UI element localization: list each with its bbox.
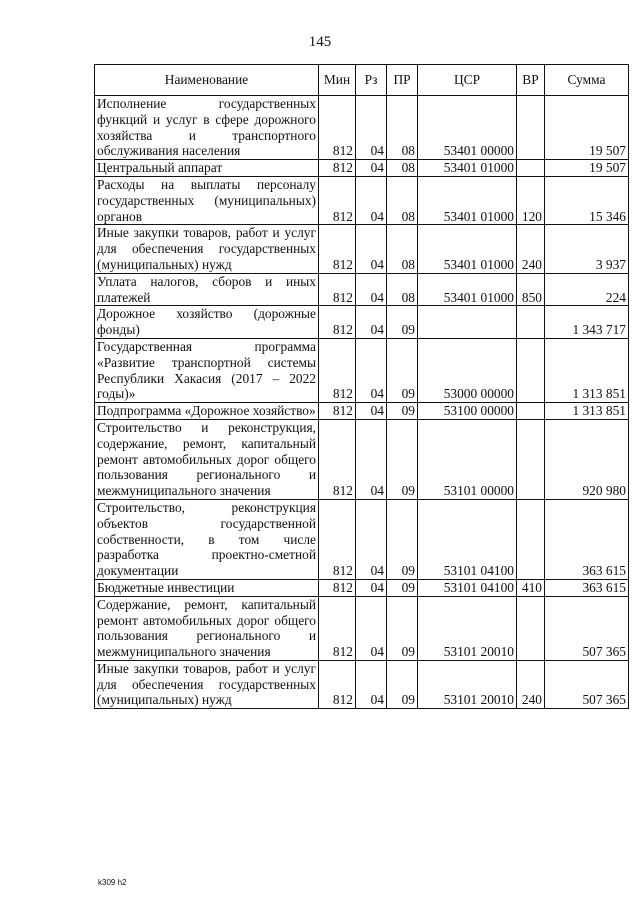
cell-name: Расходы на выплаты персоналу государственных (муниципальных) органов <box>95 176 319 224</box>
cell-sum: 1 313 851 <box>545 403 629 420</box>
table-row <box>95 338 629 402</box>
cell-pr: 09 <box>387 499 418 579</box>
cell-csr: 53401 01000 <box>418 160 517 177</box>
budget-table <box>94 64 629 709</box>
cell-rz: 04 <box>356 579 387 596</box>
cell-name: Иные закупки товаров, работ и услуг для обеспечения государственных (муниципальных) нужд <box>95 225 319 273</box>
cell-name: Исполнение государственных функций и услуг в сфере дорожного хозяйства и транспортного обслуживания населения <box>95 96 319 160</box>
cell-vr <box>517 338 545 402</box>
cell-rz: 04 <box>356 499 387 579</box>
cell-csr: 53101 04100 <box>418 499 517 579</box>
cell-rz: 04 <box>356 306 387 339</box>
cell-vr <box>517 419 545 499</box>
table-row <box>95 273 629 306</box>
header-min: Мин <box>319 65 356 96</box>
cell-csr: 53101 00000 <box>418 419 517 499</box>
cell-sum: 363 615 <box>545 499 629 579</box>
table-row <box>95 499 629 579</box>
header-sum: Сумма <box>545 65 629 96</box>
header-pr: ПР <box>387 65 418 96</box>
cell-pr: 09 <box>387 338 418 402</box>
cell-sum: 3 937 <box>545 225 629 273</box>
cell-name: Содержание, ремонт, капитальный ремонт автомобильных дорог общего пользования регионального и межмуниципального значения <box>95 596 319 660</box>
cell-name: Строительство и реконструкция, содержание, ремонт, капитальный ремонт автомобильных дорог общего пользования регионального и межмуниципального значения <box>95 419 319 499</box>
header-rz: Рз <box>356 65 387 96</box>
table-row <box>95 176 629 224</box>
table-row <box>95 160 629 177</box>
cell-rz: 04 <box>356 176 387 224</box>
cell-min: 812 <box>319 160 356 177</box>
cell-csr: 53000 00000 <box>418 338 517 402</box>
cell-csr: 53101 04100 <box>418 579 517 596</box>
table-row <box>95 403 629 420</box>
table-row <box>95 579 629 596</box>
table-row <box>95 225 629 273</box>
cell-min: 812 <box>319 499 356 579</box>
cell-name: Дорожное хозяйство (дорожные фонды) <box>95 306 319 339</box>
cell-rz: 04 <box>356 403 387 420</box>
cell-sum: 507 365 <box>545 660 629 708</box>
cell-sum: 507 365 <box>545 596 629 660</box>
table-row <box>95 96 629 160</box>
cell-min: 812 <box>319 596 356 660</box>
cell-vr <box>517 403 545 420</box>
cell-csr: 53401 01000 <box>418 225 517 273</box>
table-row <box>95 660 629 708</box>
cell-vr: 850 <box>517 273 545 306</box>
cell-pr: 09 <box>387 419 418 499</box>
cell-name: Государственная программа «Развитие транспортной системы Республики Хакасия (2017 – 2022 годы)» <box>95 338 319 402</box>
cell-pr: 09 <box>387 596 418 660</box>
cell-vr: 120 <box>517 176 545 224</box>
cell-csr: 53401 00000 <box>418 96 517 160</box>
cell-min: 812 <box>319 273 356 306</box>
cell-csr: 53101 20010 <box>418 660 517 708</box>
cell-pr: 09 <box>387 403 418 420</box>
cell-vr <box>517 596 545 660</box>
cell-rz: 04 <box>356 660 387 708</box>
cell-min: 812 <box>319 403 356 420</box>
table-row <box>95 419 629 499</box>
cell-vr: 240 <box>517 225 545 273</box>
header-name: Наименование <box>95 65 319 96</box>
table-body <box>95 96 629 709</box>
cell-pr: 09 <box>387 660 418 708</box>
cell-rz: 04 <box>356 225 387 273</box>
cell-sum: 19 507 <box>545 96 629 160</box>
cell-min: 812 <box>319 306 356 339</box>
header-vr: ВР <box>517 65 545 96</box>
cell-pr: 08 <box>387 225 418 273</box>
cell-sum: 1 343 717 <box>545 306 629 339</box>
cell-name: Бюджетные инвестиции <box>95 579 319 596</box>
cell-name: Иные закупки товаров, работ и услуг для обеспечения государственных (муниципальных) нужд <box>95 660 319 708</box>
cell-rz: 04 <box>356 96 387 160</box>
cell-csr <box>418 306 517 339</box>
cell-min: 812 <box>319 338 356 402</box>
cell-sum: 15 346 <box>545 176 629 224</box>
header-csr: ЦСР <box>418 65 517 96</box>
cell-name: Строительство, реконструкция объектов государственной собственности, в том числе разработка проектно-сметной документации <box>95 499 319 579</box>
cell-rz: 04 <box>356 338 387 402</box>
cell-vr: 410 <box>517 579 545 596</box>
cell-sum: 920 980 <box>545 419 629 499</box>
footer-code: k309 h2 <box>98 878 127 887</box>
cell-name: Уплата налогов, сборов и иных платежей <box>95 273 319 306</box>
cell-csr: 53100 00000 <box>418 403 517 420</box>
cell-rz: 04 <box>356 419 387 499</box>
cell-min: 812 <box>319 419 356 499</box>
cell-min: 812 <box>319 176 356 224</box>
cell-rz: 04 <box>356 160 387 177</box>
cell-vr <box>517 499 545 579</box>
cell-sum: 1 313 851 <box>545 338 629 402</box>
cell-pr: 09 <box>387 579 418 596</box>
cell-csr: 53401 01000 <box>418 176 517 224</box>
cell-pr: 08 <box>387 160 418 177</box>
cell-sum: 224 <box>545 273 629 306</box>
header-row <box>95 65 629 96</box>
cell-rz: 04 <box>356 273 387 306</box>
cell-sum: 19 507 <box>545 160 629 177</box>
cell-min: 812 <box>319 660 356 708</box>
cell-pr: 09 <box>387 306 418 339</box>
cell-csr: 53401 01000 <box>418 273 517 306</box>
cell-min: 812 <box>319 225 356 273</box>
cell-name: Центральный аппарат <box>95 160 319 177</box>
cell-name: Подпрограмма «Дорожное хозяйство» <box>95 403 319 420</box>
cell-vr: 240 <box>517 660 545 708</box>
cell-pr: 08 <box>387 96 418 160</box>
cell-pr: 08 <box>387 176 418 224</box>
cell-sum: 363 615 <box>545 579 629 596</box>
cell-pr: 08 <box>387 273 418 306</box>
cell-vr <box>517 306 545 339</box>
page-number: 145 <box>308 34 332 50</box>
cell-vr <box>517 160 545 177</box>
cell-min: 812 <box>319 96 356 160</box>
cell-csr: 53101 20010 <box>418 596 517 660</box>
cell-vr <box>517 96 545 160</box>
table-row <box>95 596 629 660</box>
table-row <box>95 306 629 339</box>
cell-rz: 04 <box>356 596 387 660</box>
cell-min: 812 <box>319 579 356 596</box>
